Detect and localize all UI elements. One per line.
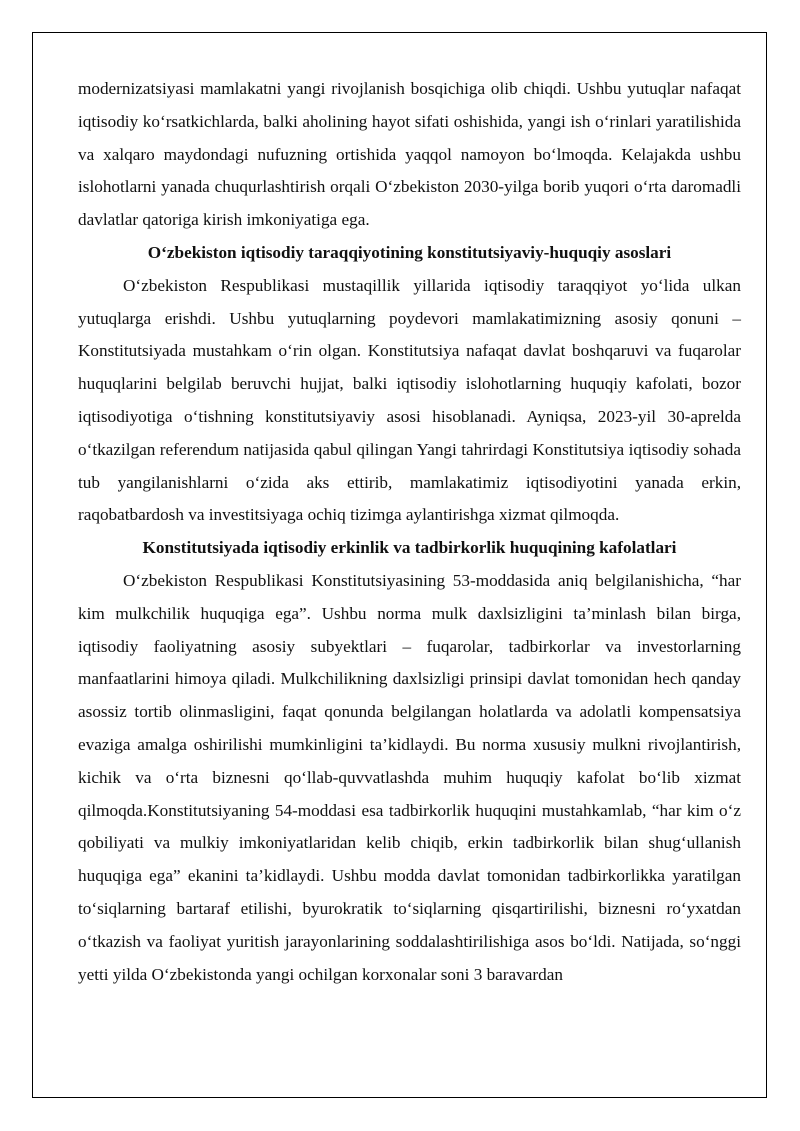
section-heading-constitutional-basis: O‘zbekiston iqtisodiy taraqqiyotining konstitutsiyaviy-huquqiy asoslari <box>147 242 672 262</box>
document-body <box>78 73 741 991</box>
paragraph-intro-continuation: modernizatsiyasi mamlakatni yangi rivojlanish bosqichiga olib chiqdi. Ushbu yutuqlar nafaqat iqtisodiy ko‘rsatkichlarda, balki aholining hayot sifati oshishida, yangi ish o‘rinlari yaratilishida va xalqaro maydondagi nufuzning ortishida yaqqol namoyon bo‘lmoqda. Kelajakda ushbu islohotlarni yanada chuqurlashtirish orqali O‘zbekiston 2030-yilga borib yuqori o‘rta daromadli davlatlar qatoriga kirish imkoniyatiga ega. <box>78 79 741 230</box>
section-heading-economic-freedom: Konstitutsiyada iqtisodiy erkinlik va tadbirkorlik huquqining kafolatlari <box>142 538 677 558</box>
paragraph-economic-freedom: O‘zbekiston Respublikasi Konstitutsiyasining 53-moddasida aniq belgilanishicha, “har kim mulkchilik huquqiga ega”. Ushbu norma mulk daxlsizligini ta’minlash bilan birga, iqtisodiy faoliyatning asosiy subyektlari – fuqarolar, tadbirkorlar va investorlarning manfaatlarini himoya qiladi. Mulkchilikning daxlsizligi prinsipi davlat tomonidan hech qanday asossiz tortib olinmasligini, faqat qonunda belgilangan holatlarda va adolatli kompensatsiya evaziga amalga oshirilishi mumkinligini ta’kidlaydi. Bu norma xususiy mulkni rivojlantirish, kichik va o‘rta biznesni qo‘llab-quvvatlashda muhim huquqiy kafolat bo‘lib xizmat qilmoqda.Konstitutsiyaning 54-moddasi esa tadbirkorlik huquqini mustahkamlab, “har kim o‘z qobiliyati va mulkiy imkoniyatlaridan kelib chiqib, erkin tadbirkorlik bilan shug‘ullanish huquqiga ega” ekanini ta’kidlaydi. Ushbu modda davlat tomonidan tadbirkorlikka yaratilgan to‘siqlarning bartaraf etilishi, byurokratik to‘siqlarning qisqartirilishi, biznesni ro‘yxatdan o‘tkazish va faoliyat yuritish jarayonlarining soddalashtirilishiga asos bo‘ldi. Natijada, so‘nggi yetti yilda O‘zbekistonda yangi ochilgan korxonalar soni 3 baravardan <box>78 570 741 984</box>
paragraph-constitutional-basis: O‘zbekiston Respublikasi mustaqillik yillarida iqtisodiy taraqqiyot yo‘lida ulkan yutuqlarga erishdi. Ushbu yutuqlarning poydevori mamlakatimizning asosiy qonuni – Konstitutsiyada mustahkam o‘rin olgan. Konstitutsiya nafaqat davlat boshqaruvi va fuqarolar huquqlarini belgilab beruvchi hujjat, balki iqtisodiy islohotlarning huquqiy kafolati, bozor iqtisodiyotiga o‘tishning konstitutsiyaviy asosi hisoblanadi. Ayniqsa, 2023-yil 30-aprelda o‘tkazilgan referendum natijasida qabul qilingan Yangi tahrirdagi Konstitutsiya iqtisodiy sohada tub yangilanishlarni o‘zida aks ettirib, mamlakatimiz iqtisodiyotini yanada erkin, raqobatbardosh va investitsiyaga ochiq tizimga aylantirishga xizmat qilmoqda. <box>78 275 741 525</box>
